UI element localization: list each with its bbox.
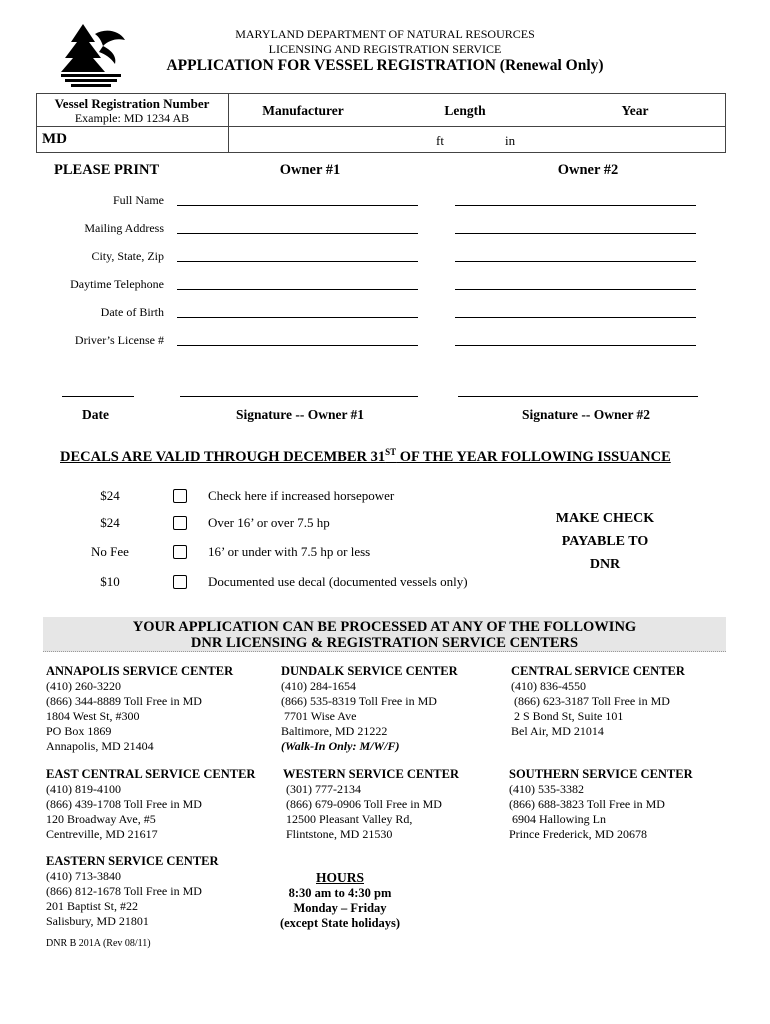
option-description: Over 16’ or over 7.5 hp (208, 515, 330, 530)
over-16-checkbox[interactable] (173, 516, 187, 530)
date-of-birth-label: Date of Birth (100, 305, 164, 319)
eastern-center: EASTERN SERVICE CENTER (410) 713-3840 (866) 812-1678 Toll Free in MD 201 Baptist St, #22 Salisbury, MD 21801 (46, 854, 219, 928)
owner1-signature-line[interactable] (180, 396, 418, 397)
increased-horsepower-checkbox[interactable] (173, 489, 187, 503)
east-central-center: EAST CENTRAL SERVICE CENTER (410) 819-4100 (866) 439-1708 Toll Free in MD 120 Broadway Ave, #5 Centreville, MD 21617 (46, 767, 256, 841)
payable-line1: MAKE CHECK (555, 511, 655, 526)
owner1-mailing-address-field[interactable] (177, 233, 418, 234)
decals-validity-notice: DECALS ARE VALID THROUGH DECEMBER 31ST OF THE YEAR FOLLOWING ISSUANCE (60, 447, 671, 465)
under-16-checkbox[interactable] (173, 545, 187, 559)
owner2-drivers-license-field[interactable] (455, 345, 696, 346)
signature-owner1-label: Signature -- Owner #1 (235, 407, 365, 422)
owner2-mailing-address-field[interactable] (455, 233, 696, 234)
owner2-signature-line[interactable] (458, 396, 698, 397)
drivers-license-label: Driver’s License # (74, 333, 164, 347)
option-description: 16’ or under with 7.5 hp or less (208, 544, 371, 559)
annapolis-center: ANNAPOLIS SERVICE CENTER (410) 260-3220 (866) 344-8889 Toll Free in MD 1804 West St, #300 PO Box 1869 Annapolis, MD 21404 (46, 664, 234, 753)
length-label: Length (444, 103, 486, 118)
option-price: No Fee (91, 544, 129, 559)
hours-except: (except State holidays) (279, 916, 401, 930)
city-state-zip-label: City, State, Zip (91, 249, 164, 263)
full-name-label: Full Name (113, 193, 164, 207)
payable-line3: DNR (589, 557, 621, 572)
form-number: DNR B 201A (Rev 08/11) (46, 938, 151, 949)
western-center: WESTERN SERVICE CENTER (301) 777-2134 (866) 679-0906 Toll Free in MD 12500 Pleasant Valley Rd, Flintstone, MD 21530 (283, 767, 459, 841)
owner2-date-of-birth-field[interactable] (455, 317, 696, 318)
option-price: $10 (100, 574, 120, 589)
option-description: Check here if increased horsepower (208, 488, 395, 503)
option-description: Documented use decal (documented vessels only) (208, 574, 468, 589)
owner1-drivers-license-field[interactable] (177, 345, 418, 346)
southern-center: SOUTHERN SERVICE CENTER (410) 535-3382 (866) 688-3823 Toll Free in MD 6904 Hallowing Ln Prince Frederick, MD 20678 (509, 767, 693, 841)
length-in-unit: in (505, 133, 516, 148)
date-signature-line[interactable] (62, 396, 134, 397)
header-line1: MARYLAND DEPARTMENT OF NATURAL RESOURCES (235, 27, 535, 41)
owner2-full-name-field[interactable] (455, 205, 696, 206)
year-label: Year (621, 103, 649, 118)
owner2-city-state-zip-field[interactable] (455, 261, 696, 262)
daytime-telephone-label: Daytime Telephone (70, 277, 164, 291)
hours-title: HOURS (315, 870, 364, 885)
payable-line2: PAYABLE TO (561, 534, 649, 549)
mailing-address-label: Mailing Address (84, 221, 164, 235)
reg-number-example: Example: MD 1234 AB (74, 111, 190, 125)
owner1-date-of-birth-field[interactable] (177, 317, 418, 318)
central-center: CENTRAL SERVICE CENTER (410) 836-4550 (866) 623-3187 Toll Free in MD 2 S Bond St, Suite 101 Bel Air, MD 21014 (511, 664, 685, 738)
documented-use-checkbox[interactable] (173, 575, 187, 589)
option-price: $24 (100, 488, 120, 503)
owner1-telephone-field[interactable] (177, 289, 418, 290)
hours-time: 8:30 am to 4:30 pm (288, 886, 392, 900)
page-title: APPLICATION FOR VESSEL REGISTRATION (Renewal Only) (166, 57, 604, 74)
manufacturer-label: Manufacturer (262, 103, 344, 118)
dundalk-center: DUNDALK SERVICE CENTER (410) 284-1654 (866) 535-8319 Toll Free in MD 7701 Wise Ave Baltimore, MD 21222 (Walk-In Only: M/W/F) (281, 664, 458, 753)
header-line2: LICENSING AND REGISTRATION SERVICE (268, 42, 502, 56)
banner-line1: YOUR APPLICATION CAN BE PROCESSED AT ANY OF THE FOLLOWING (132, 619, 637, 635)
owner1-heading: Owner #1 (279, 162, 341, 178)
banner-line2: DNR LICENSING & REGISTRATION SERVICE CENTERS (190, 635, 579, 651)
reg-number-field[interactable]: MD (42, 131, 67, 147)
length-ft-unit: ft (436, 133, 444, 148)
owner2-telephone-field[interactable] (455, 289, 696, 290)
owner2-heading: Owner #2 (557, 162, 619, 178)
dnr-logo (55, 20, 130, 90)
owner1-full-name-field[interactable] (177, 205, 418, 206)
signature-owner2-label: Signature -- Owner #2 (521, 407, 651, 422)
reg-number-label: Vessel Registration Number (54, 96, 210, 111)
option-price: $24 (100, 515, 120, 530)
hours-days: Monday – Friday (293, 901, 387, 915)
date-label: Date (82, 407, 109, 422)
owner1-city-state-zip-field[interactable] (177, 261, 418, 262)
please-print-label: PLEASE PRINT (54, 162, 160, 178)
